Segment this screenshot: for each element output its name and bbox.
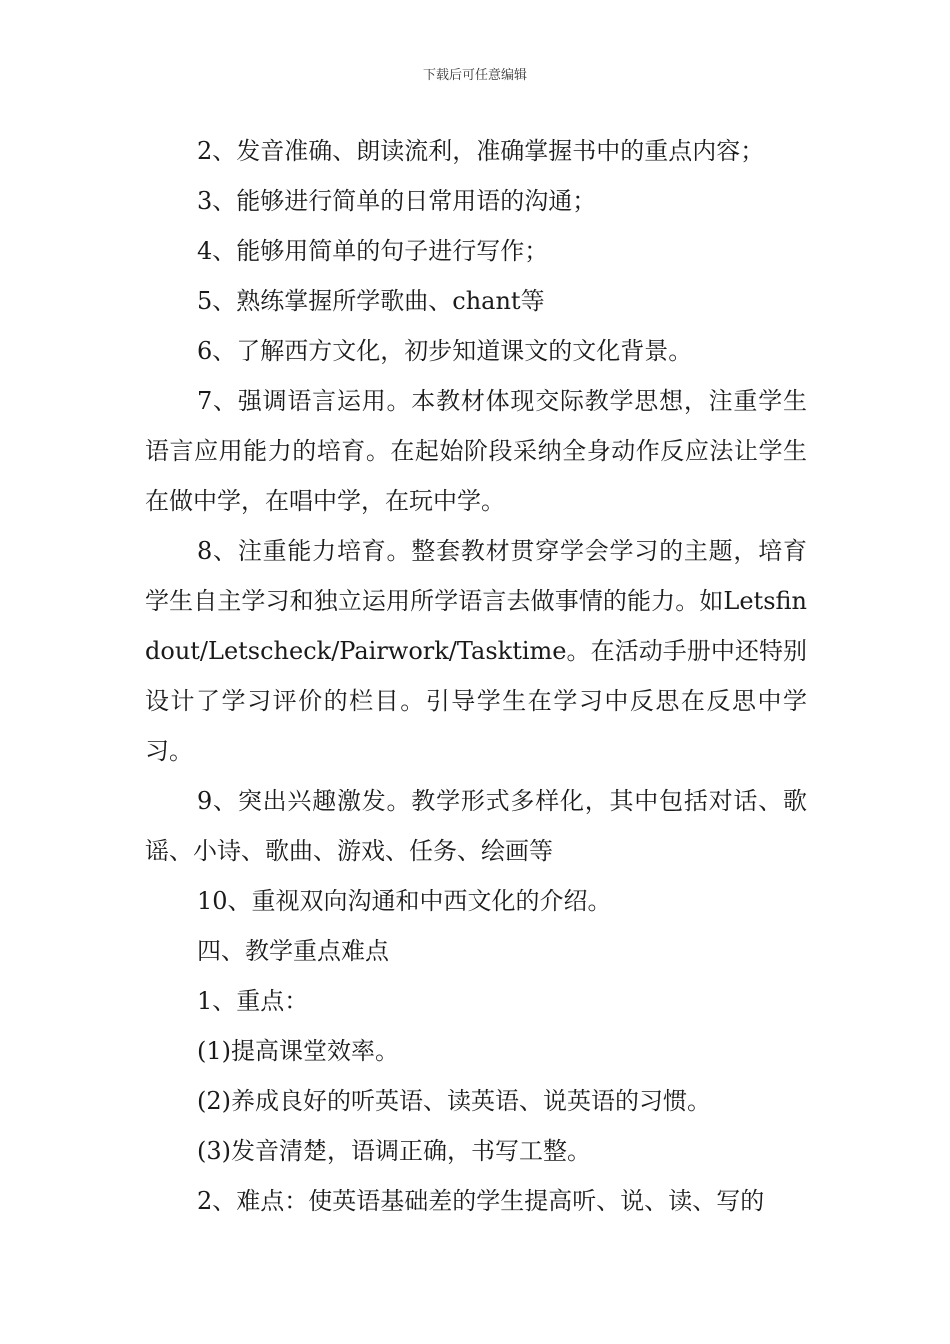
paragraph-difficulties: 2、难点：使英语基础差的学生提高听、说、读、写的 <box>197 1187 765 1215</box>
paragraph-goal-3: 3、能够进行简单的日常用语的沟通； <box>197 187 597 215</box>
paragraph-goal-6: 6、了解西方文化，初步知道课文的文化背景。 <box>197 337 693 365</box>
paragraph-goal-4: 4、能够用简单的句子进行写作； <box>197 237 549 265</box>
paragraph-goal-5: 5、熟练掌握所学歌曲、chant等 <box>197 287 545 315</box>
paragraph-key-points-label: 1、重点： <box>197 987 309 1015</box>
paragraph-goal-9: 9、突出兴趣激发。教学形式多样化，其中包括对话、歌谣、小诗、歌曲、游戏、任务、绘画等 <box>145 787 807 865</box>
paragraph-goal-8: 8、注重能力培育。整套教材贯穿学会学习的主题，培育学生自主学习和独立运用所学语言去做事情的能力。如Letsfindout/Letscheck/Pairwork/Tasktime。在活动手册中还特别设计了学习评价的栏目。引导学生在学习中反思在反思中学习。 <box>145 537 807 765</box>
paragraph-goal-7: 7、强调语言运用。本教材体现交际教学思想，注重学生语言应用能力的培育。在起始阶段采纳全身动作反应法让学生在做中学，在唱中学，在玩中学。 <box>145 387 807 515</box>
paragraph-key-point-3: (3)发音清楚，语调正确，书写工整。 <box>197 1137 591 1165</box>
section-heading-key-points: 四、教学重点难点 <box>197 937 389 965</box>
paragraph-goal-2: 2、发音准确、朗读流利，准确掌握书中的重点内容； <box>197 137 765 165</box>
document-body <box>145 126 807 1226</box>
paragraph-key-point-2: (2)养成良好的听英语、读英语、说英语的习惯。 <box>197 1087 711 1115</box>
page-header: 下载后可任意编辑 <box>422 68 527 83</box>
paragraph-key-point-1: (1)提高课堂效率。 <box>197 1037 399 1065</box>
paragraph-goal-10: 10、重视双向沟通和中西文化的介绍。 <box>197 887 612 915</box>
